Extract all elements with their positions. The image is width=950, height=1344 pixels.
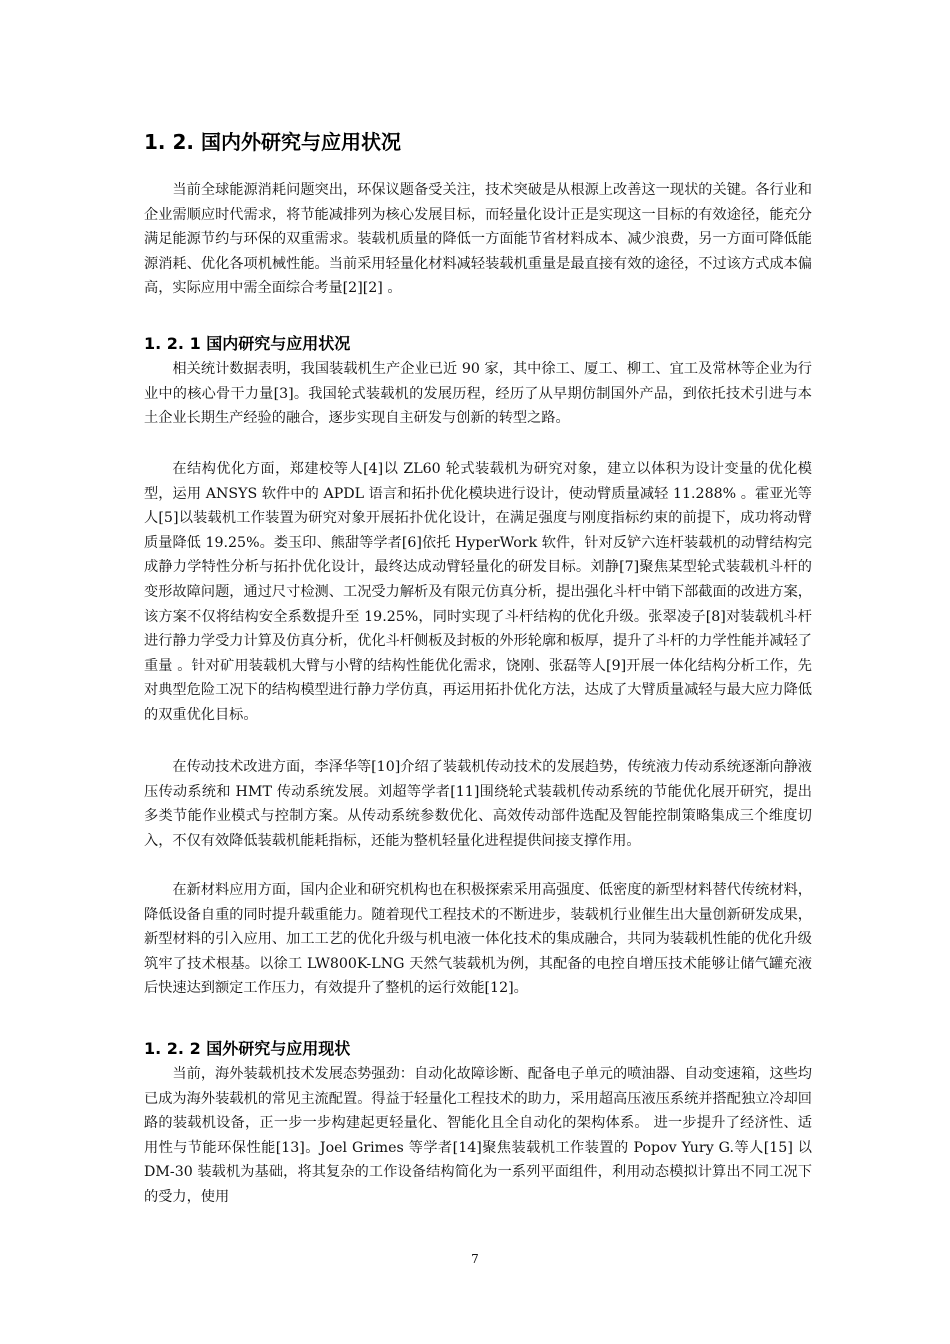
domestic-paragraph-1: 相关统计数据表明，我国装载机生产企业已近 90 家，其中徐工、厦工、柳工、宜工及常林等企业为行业中的核心骨干力量[3]。我国轮式装载机的发展历程，经历了从早期仿制国外产品，到依托技术引进与本土企业长期生产经验的融合，逐步实现自主研发与创新的转型之路。 bbox=[144, 361, 812, 427]
domestic-paragraph-4: 在新材料应用方面，国内企业和研究机构也在积极探索采用高强度、低密度的新型材料替代传统材料，降低设备自重的同时提升载重能力。随着现代工程技术的不断进步，装载机行业催生出大量创新研发成果，新型材料的引入应用、加工工艺的优化升级与机电液一体化技术的集成融合，共同为装载机性能的优化升级筑牢了技术根基。以徐工 LW800K-LNG 天然气装载机为例，其配备的电控自增压技术能够让储气罐充液后快速达到额定工作压力，有效提升了整机的运行效能[12]。 bbox=[144, 882, 812, 997]
section-heading: 1. 2. 国内外研究与应用状况 bbox=[144, 130, 401, 154]
subsection-heading-domestic: 1. 2. 1 国内研究与应用状况 bbox=[144, 334, 351, 353]
section-intro-paragraph: 当前全球能源消耗问题突出，环保议题备受关注，技术突破是从根源上改善这一现状的关键。各行业和企业需顺应时代需求，将节能减排列为核心发展目标，而轻量化设计正是实现这一目标的有效途径，能充分满足能源节约与环保的双重需求。装载机质量的降低一方面能节省材料成本、减少浪费，另一方面可降低能源消耗、优化各项机械性能。当前采用轻量化材料减轻装载机重量是最直接有效的途径，不过该方式成本偏高，实际应用中需全面综合考量[2][2] 。 bbox=[144, 182, 812, 297]
domestic-paragraph-3: 在传动技术改进方面，李泽华等[10]介绍了装载机传动技术的发展趋势，传统液力传动系统逐渐向静液压传动系统和 HMT 传动系统发展。刘超等学者[11]围绕轮式装载机传动系统的节能优化展开研究，提出多类节能作业模式与控制方案。从传动系统参数优化、高效传动部件选配及智能控制策略集成三个维度切入，不仅有效降低装载机能耗指标，还能为整机轻量化进程提供间接支撑作用。 bbox=[144, 759, 812, 849]
domestic-paragraph-2: 在结构优化方面，郑建校等人[4]以 ZL60 轮式装载机为研究对象，建立以体积为设计变量的优化模型，运用 ANSYS 软件中的 APDL 语言和拓扑优化模块进行设计，使动臂质量减轻 11.288% 。霍亚光等人[5]以装载机工作装置为研究对象开展拓扑优化设计，在满足强度与刚度指标约束的前提下，成功将动臂质量降低 19.25%。娄玉印、熊甜等学者[6]依托 HyperWork 软件，针对反铲六连杆装载机的动臂结构完成静力学特性分析与拓扑优化设计，最终达成动臂轻量化的研发目标。刘静[7]聚焦某型轮式装载机斗杆的变形故障问题，通过尺寸检测、工况受力解析及有限元仿真分析，提出强化斗杆中销下部截面的改进方案，该方案不仅将结构安全系数提升至 19.25%，同时实现了斗杆结构的优化升级。张翠凌子[8]对装载机斗杆进行静力学受力计算及仿真分析，优化斗杆侧板及封板的外形轮廓和板厚，提升了斗杆的力学性能并减轻了重量 。针对矿用装载机大臂与小臂的结构性能优化需求，饶刚、张磊等人[9]开展一体化结构分析工作，先对典型危险工况下的结构模型进行静力学仿真，再运用拓扑优化方法，达成了大臂质量减轻与最大应力降低的双重优化目标。 bbox=[144, 461, 812, 723]
subsection-heading-foreign: 1. 2. 2 国外研究与应用现状 bbox=[144, 1039, 351, 1058]
page-number: 7 bbox=[471, 1252, 479, 1266]
foreign-paragraph-1: 当前，海外装载机技术发展态势强劲：自动化故障诊断、配备电子单元的喷油器、自动变速箱，这些均已成为海外装载机的常见主流配置。得益于轻量化工程技术的助力，采用超高压液压系统并搭配独立冷却回路的装载机设备，正一步一步构建起更轻量化、智能化且全自动化的架构体系。 进一步提升了经济性、适用性与节能环保性能[13]。Joel Grimes 等学者[14]聚焦装载机工作装置的 Popov Yury G.等人[15] 以 DM-30 装载机为基础，将其复杂的工作设备结构简化为一系列平面组件，利用动态模拟计算出不同工况下的受力，使用 bbox=[144, 1066, 812, 1205]
